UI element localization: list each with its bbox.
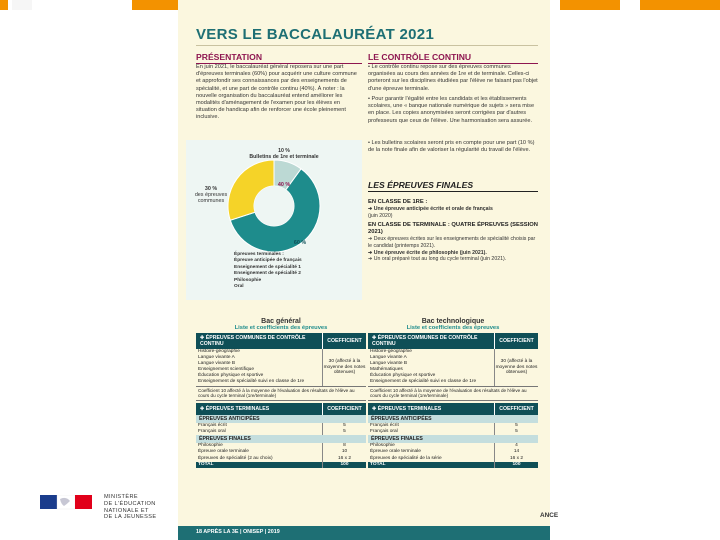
terminales-header-row — [368, 403, 538, 415]
row-label: Français écrit — [198, 422, 227, 428]
page-title: VERS LE BACCALAURÉAT 2021 — [196, 26, 435, 43]
pie-label-40: 40 % — [277, 182, 291, 188]
row-coef: 5 — [494, 423, 538, 429]
total-row — [196, 462, 366, 468]
controle-continu-rows — [368, 349, 538, 387]
col-coefficient: COEFFICIENT — [322, 333, 366, 349]
total-value: 100 — [322, 462, 366, 468]
col-coefficient: COEFFICIENT — [322, 403, 366, 415]
epreuve-item: ➔ Une épreuve écrite de philosophie (juin 2021). — [368, 249, 487, 256]
subject-item: Éducation physique et sportive — [370, 373, 436, 379]
subject-list — [368, 349, 494, 386]
footer-text: 18 APRÈS LA 3E | ONISEP | 2019 — [196, 529, 280, 535]
row-coef: 16 x 2 — [494, 456, 538, 462]
flag-blue — [40, 495, 57, 509]
bac-general-subheading: Liste et coefficients des épreuves — [234, 325, 328, 331]
classe-1re-caption: EN CLASSE DE 1RE : — [368, 199, 428, 205]
pie-label-30-caption: des épreuves communes — [194, 192, 228, 204]
legend-item: Épreuves terminales : — [234, 252, 284, 257]
subject-item: Langue vivante B — [370, 361, 408, 367]
coef-controle-continu: 30 (affecté à la moyenne des notes obtenues) — [322, 349, 366, 386]
finales-band: ÉPREUVES FINALES — [368, 435, 538, 443]
epreuve-item: ➔ Un oral préparé tout au long du cycle terminal (juin 2021). — [368, 256, 507, 263]
col-epreuves-communes: ✚ ÉPREUVES COMMUNES DE CONTRÔLE CONTINU — [372, 335, 478, 347]
row-label: Épreuve orale terminale — [198, 449, 249, 455]
top-bar-orange-left — [0, 0, 8, 10]
subject-item: Enseignement scientifique — [198, 367, 254, 373]
epreuve-item: ➔ Deux épreuves écrites sur les enseignements de spécialité choisis par le candidat (printemps 2021). — [368, 235, 536, 249]
pie-label-30-value: 30 % — [204, 186, 218, 192]
row-coef: 10 — [322, 449, 366, 455]
col-epreuves-communes: ✚ ÉPREUVES COMMUNES DE CONTRÔLE CONTINU — [200, 335, 306, 347]
bac-general-table — [196, 318, 366, 468]
row-coef: 14 — [494, 449, 538, 455]
presentation-heading: PRÉSENTATION — [196, 52, 362, 64]
row-coef: 5 — [322, 423, 366, 429]
subject-item: Histoire-géographie — [198, 349, 240, 354]
row-label: Épreuve orale terminale — [370, 449, 421, 455]
row-label: Français écrit — [370, 422, 399, 428]
row-coef: 5 — [322, 429, 366, 435]
corner-text: ANCE — [540, 512, 559, 519]
table-row — [196, 429, 366, 435]
pie-title-caption: Bulletins de 1re et terminale — [249, 154, 319, 160]
col-epreuves-terminales: ✚ ÉPREUVES TERMINALES — [200, 405, 270, 412]
pie-label-60: 60 % — [293, 240, 307, 246]
pie-center-hole — [254, 186, 294, 226]
total-value: 100 — [494, 462, 538, 468]
flag-red — [75, 495, 92, 509]
subject-item: Langue vivante A — [198, 355, 235, 361]
row-label: Philosophie — [370, 443, 395, 449]
finales-band: ÉPREUVES FINALES — [196, 435, 366, 443]
pie-chart-card — [186, 140, 362, 300]
title-divider — [196, 45, 538, 46]
row-coef: 8 — [322, 443, 366, 449]
table-header-row — [196, 333, 366, 349]
table-header-row — [368, 333, 538, 349]
total-label: TOTAL — [370, 461, 386, 467]
controle-text-3: • Les bulletins scolaires seront pris en compte pour une part (10 %) de la note finale afin de valoriser la régularité du travail de l'élève. — [368, 140, 535, 154]
legend-item: Philosophie — [234, 277, 262, 283]
bulletin-note: Coefficient 10 affecté à la moyenne de l'évaluation des résultats de l'élève au cours du cycle terminal (1re/terminale) — [196, 387, 366, 401]
col-coefficient: COEFFICIENT — [494, 403, 538, 415]
col-coefficient: COEFFICIENT — [494, 333, 538, 349]
coef-controle-continu: 30 (affecté à la moyenne des notes obtenues) — [494, 349, 538, 386]
pie-legend — [234, 252, 302, 290]
epreuves-finales-list — [368, 196, 538, 263]
top-bar-orange-1 — [132, 0, 178, 10]
ministry-name — [104, 494, 157, 521]
controle-heading: LE CONTRÔLE CONTINU — [368, 52, 538, 64]
controle-text-1: • Le contrôle continu repose sur des épreuves communes organisées au cours des années de 1re et de terminale. Celles-ci porteront sur les disciplines étudiées par l'élève ne faisant pas l'objet d'une épreuve terminale. — [368, 64, 538, 92]
marianne-logo — [40, 495, 92, 517]
terminales-header-row — [196, 403, 366, 415]
legend-item: Enseignement de spécialité 1 — [234, 264, 301, 270]
subject-item: Enseignement de spécialité suivi en classe de 1re — [370, 379, 477, 385]
col-epreuves-terminales: ✚ ÉPREUVES TERMINALES — [372, 405, 442, 412]
juin-2020: (juin 2020) — [368, 212, 393, 219]
top-bar-orange-2 — [560, 0, 620, 10]
subject-list — [196, 349, 322, 386]
row-label: Français oral — [370, 428, 398, 434]
top-bar-white-1 — [12, 0, 32, 10]
legend-item: Épreuve anticipée de français — [234, 258, 302, 264]
table-row — [368, 429, 538, 435]
row-label: Philosophie — [198, 443, 223, 449]
epreuve-anticipee: ➔ Une épreuve anticipée écrite et orale de français — [368, 205, 493, 212]
bac-general-heading: Bac général — [261, 318, 301, 325]
subject-item: Enseignement de spécialité suivi en classe de 1re — [198, 379, 305, 385]
controle-continu-rows — [196, 349, 366, 387]
row-coef: 16 x 2 — [322, 456, 366, 462]
total-label: TOTAL — [198, 461, 214, 467]
subject-item: Langue vivante A — [370, 355, 407, 361]
ministry-line: MINISTÈRE — [104, 494, 139, 500]
bac-techno-heading: Bac technologique — [421, 318, 485, 325]
epreuves-finales-heading: LES ÉPREUVES FINALES — [368, 180, 538, 192]
legend-item: Oral — [234, 284, 244, 290]
classe-terminale-caption: EN CLASSE DE TERMINALE : QUATRE ÉPREUVES (SESSION 2021) — [368, 222, 538, 236]
row-coef: 4 — [494, 443, 538, 449]
presentation-text: En juin 2021, le baccalauréat général reposera sur une part d'épreuves terminales (60%) pour acquérir une culture commune et approfondir ses connaissances par des enseignements de spécialité, et une part de contrôle continu (40%). À noter : la nouvelle organisation du baccalauréat entend améliorer les modalités d'aménagement de l'examen pour les élèves en situation de handicap afin de renforcer une école pleinement inclusive. — [196, 64, 357, 121]
bulletin-note: Coefficient 10 affecté à la moyenne de l'évaluation des résultats de l'élève au cours du cycle terminal (1re/terminale) — [368, 387, 538, 401]
top-bar-orange-3 — [640, 0, 720, 10]
total-row — [368, 462, 538, 468]
anticipees-band: ÉPREUVES ANTICIPÉES — [196, 415, 366, 423]
subject-item: Mathématiques — [370, 367, 403, 373]
brochure-page — [178, 0, 550, 540]
legend-item: Enseignement de spécialité 2 — [234, 271, 301, 277]
bac-techno-table — [368, 318, 538, 468]
subject-item: Éducation physique et sportive — [198, 373, 264, 379]
bac-techno-subheading: Liste et coefficients des épreuves — [406, 325, 500, 331]
subject-item: Langue vivante B — [198, 361, 236, 367]
subject-item: Histoire-géographie — [370, 349, 412, 354]
controle-text-2: • Pour garantir l'égalité entre les candidats et les établissements scolaires, une « banque nationale numérique de sujets » sera mise en place. Les copies anonymisées seront corrigées par d'autres professeurs que ceux de l'élève. Une harmonisation sera assurée. — [368, 96, 535, 124]
row-label: Épreuves de spécialité (2 au choix) — [198, 455, 273, 461]
row-label: Français oral — [198, 428, 226, 434]
row-label: Épreuves de spécialité de la série — [370, 455, 442, 461]
ministry-line: NATIONALE ET — [104, 507, 149, 514]
row-coef: 5 — [494, 429, 538, 435]
ministry-line: DE L'ÉDUCATION — [104, 500, 156, 507]
ministry-line: DE LA JEUNESSE — [104, 514, 157, 521]
pie-title-percent: 10 % — [278, 148, 290, 154]
anticipees-band: ÉPREUVES ANTICIPÉES — [368, 415, 538, 423]
pie-label-30 — [190, 186, 232, 204]
